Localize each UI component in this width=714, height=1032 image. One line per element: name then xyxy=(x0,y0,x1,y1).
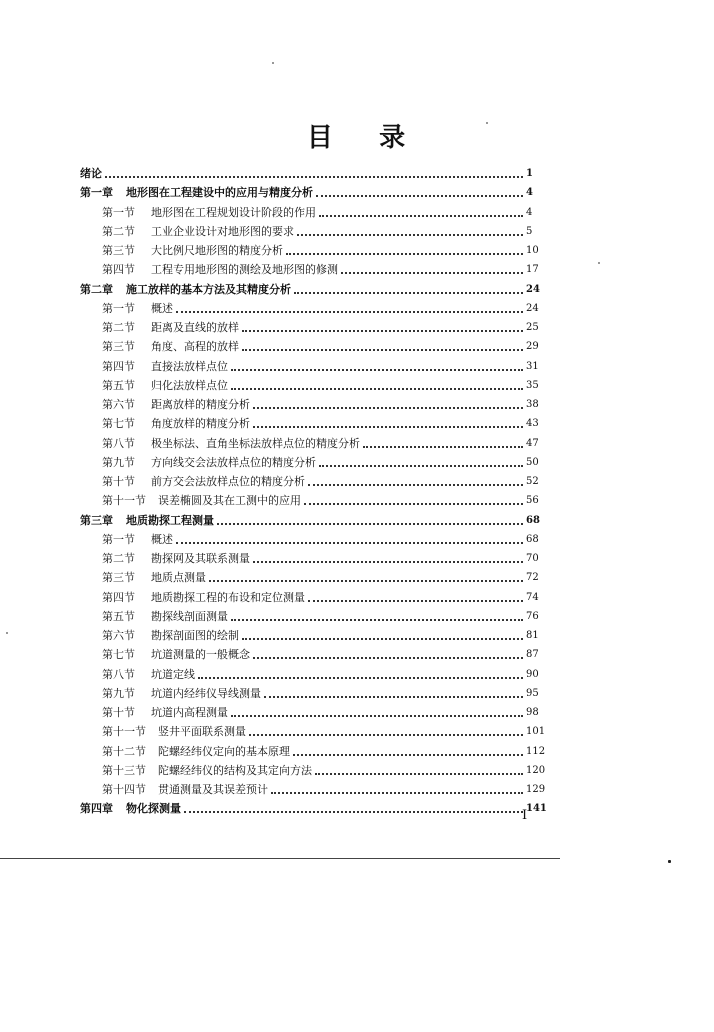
entry-page: 74 xyxy=(526,591,539,603)
entry-number: 第十三节 xyxy=(102,763,146,777)
entry-page: 56 xyxy=(526,495,539,507)
entry-title: 前方交会法放样点位的精度分析 xyxy=(151,475,305,488)
dot-leader xyxy=(294,291,523,294)
entry-page: 68 xyxy=(526,533,539,545)
entry-page: 112 xyxy=(526,745,546,757)
dot-leader xyxy=(231,368,523,371)
entry-number: 第一节 xyxy=(102,301,135,315)
dot-leader xyxy=(231,387,523,390)
entry-page: 87 xyxy=(526,649,539,661)
toc-section-entry xyxy=(0,395,714,414)
toc-section-entry xyxy=(0,761,714,780)
dot-leader xyxy=(264,695,523,698)
entry-number: 第二节 xyxy=(102,321,135,334)
toc-section-entry xyxy=(0,222,714,241)
toc-section-entry xyxy=(0,684,714,703)
dot-leader xyxy=(242,637,523,640)
entry-number: 第二节 xyxy=(102,224,135,238)
entry-page: 43 xyxy=(526,418,539,430)
toc-section-entry xyxy=(0,414,714,433)
entry-title: 直接法放样点位 xyxy=(151,359,228,373)
dot-leader xyxy=(315,772,523,775)
entry-title: 归化法放样点位 xyxy=(151,378,228,392)
entry-number: 第八节 xyxy=(102,667,135,681)
dot-leader xyxy=(217,522,523,525)
scan-speck xyxy=(598,262,600,264)
entry-page: 68 xyxy=(526,514,540,526)
dot-leader xyxy=(308,483,523,486)
toc-section-entry xyxy=(0,742,714,761)
entry-number: 第十一节 xyxy=(102,494,146,508)
toc-section-entry xyxy=(0,626,714,645)
toc-section-entry xyxy=(0,568,714,587)
dot-leader xyxy=(253,656,523,659)
entry-page: 25 xyxy=(526,322,539,333)
entry-title: 坑道定线 xyxy=(151,667,195,681)
entry-page: 101 xyxy=(526,726,546,738)
entry-title: 坑道内经纬仪导线测量 xyxy=(151,686,261,700)
entry-title: 工业企业设计对地形图的要求 xyxy=(151,224,294,238)
entry-number: 第四节 xyxy=(102,359,135,373)
bottom-rule xyxy=(0,858,560,859)
entry-title: 地形图在工程规划设计阶段的作用 xyxy=(151,205,316,219)
entry-number: 第二节 xyxy=(102,552,135,565)
toc-section-entry xyxy=(0,530,714,549)
entry-title: 陀螺经纬仪的结构及其定向方法 xyxy=(158,763,312,777)
entry-page: 38 xyxy=(526,399,539,410)
entry-number: 第五节 xyxy=(102,609,135,623)
dot-leader xyxy=(176,541,523,544)
entry-page: 141 xyxy=(526,803,547,815)
scan-speck xyxy=(6,632,8,634)
entry-number: 第二章 xyxy=(80,282,113,296)
entry-title: 误差椭圆及其在工测中的应用 xyxy=(158,494,301,508)
dot-leader xyxy=(319,214,523,217)
dot-leader xyxy=(176,310,523,313)
scan-speck xyxy=(668,860,671,863)
entry-page: 31 xyxy=(526,360,539,372)
entry-page: 17 xyxy=(526,264,539,276)
toc-section-entry xyxy=(0,241,714,260)
entry-title: 绪论 xyxy=(80,167,102,180)
toc-section-entry xyxy=(0,203,714,222)
toc-section-entry xyxy=(0,549,714,568)
dot-leader xyxy=(105,175,523,178)
entry-number: 第一节 xyxy=(102,205,135,219)
entry-page: 120 xyxy=(526,764,546,776)
entry-number: 第六节 xyxy=(102,398,135,411)
page-title: 目 录 xyxy=(306,123,408,153)
toc-chapter-entry xyxy=(0,799,714,818)
entry-title: 极坐标法、直角坐标法放样点位的精度分析 xyxy=(151,436,360,450)
dot-leader xyxy=(286,252,523,255)
entry-page: 129 xyxy=(526,784,546,795)
toc-section-entry xyxy=(0,645,714,664)
entry-number: 第九节 xyxy=(102,686,135,700)
entry-number: 第四章 xyxy=(80,802,113,816)
entry-number: 第四节 xyxy=(102,590,135,604)
entry-title: 角度、高程的放样 xyxy=(151,340,239,354)
dot-leader xyxy=(231,618,523,621)
toc-chapter-entry xyxy=(0,511,714,530)
entry-page: 81 xyxy=(526,630,539,641)
toc-section-entry xyxy=(0,357,714,376)
entry-number: 第八节 xyxy=(102,436,135,450)
entry-page: 47 xyxy=(526,437,539,449)
entry-number: 第一节 xyxy=(102,532,135,546)
toc-section-entry xyxy=(0,491,714,510)
entry-page: 90 xyxy=(526,668,539,680)
entry-number: 第十四节 xyxy=(102,783,146,796)
entry-title: 勘探剖面图的绘制 xyxy=(151,629,239,642)
entry-number: 第十一节 xyxy=(102,725,146,739)
entry-page: 76 xyxy=(526,610,539,622)
entry-title: 距离及直线的放样 xyxy=(151,321,239,334)
entry-title: 坑道内高程测量 xyxy=(151,706,228,719)
dot-leader xyxy=(293,753,523,756)
dot-leader xyxy=(249,733,523,736)
entry-page: 4 xyxy=(526,206,533,218)
dot-leader xyxy=(198,676,523,679)
entry-number: 第四节 xyxy=(102,263,135,277)
entry-number: 第六节 xyxy=(102,629,135,642)
entry-title: 勘探网及其联系测量 xyxy=(151,552,250,565)
toc-section-entry xyxy=(0,260,714,279)
entry-number: 第三节 xyxy=(102,244,135,257)
toc-section-entry xyxy=(0,780,714,799)
toc-section-entry xyxy=(0,434,714,453)
entry-title: 地质勘探工程的布设和定位测量 xyxy=(151,590,305,604)
entry-number: 第九节 xyxy=(102,455,135,469)
dot-leader xyxy=(253,560,523,563)
entry-page: 10 xyxy=(526,245,539,256)
entry-title: 大比例尺地形图的精度分析 xyxy=(151,244,283,257)
entry-number: 第三节 xyxy=(102,340,135,354)
toc-section-entry xyxy=(0,607,714,626)
entry-title: 距离放样的精度分析 xyxy=(151,398,250,411)
entry-page: 5 xyxy=(526,225,533,237)
dot-leader xyxy=(297,233,523,236)
entry-title: 地质勘探工程测量 xyxy=(126,513,214,527)
entry-title: 方向线交会法放样点位的精度分析 xyxy=(151,455,316,469)
entry-number: 第五节 xyxy=(102,378,135,392)
toc-chapter-entry xyxy=(0,183,714,202)
entry-page: 24 xyxy=(526,283,540,295)
toc-section-entry xyxy=(0,665,714,684)
entry-number: 第三节 xyxy=(102,571,135,585)
dot-leader xyxy=(231,714,523,717)
entry-page: 50 xyxy=(526,456,539,468)
entry-title: 贯通测量及其误差预计 xyxy=(158,783,268,796)
dot-leader xyxy=(316,194,523,197)
entry-page: 72 xyxy=(526,572,539,584)
toc-section-entry xyxy=(0,318,714,337)
entry-page: 1 xyxy=(526,168,533,179)
entry-title: 地质点测量 xyxy=(151,571,206,585)
entry-page: 95 xyxy=(526,687,539,699)
entry-title: 概述 xyxy=(151,532,173,546)
entry-title: 竖井平面联系测量 xyxy=(158,725,246,739)
entry-number: 第七节 xyxy=(102,648,135,662)
entry-number: 第三章 xyxy=(80,513,113,527)
entry-title: 工程专用地形图的测绘及地形图的修测 xyxy=(151,263,338,277)
entry-title: 勘探线剖面测量 xyxy=(151,609,228,623)
toc-chapter-entry xyxy=(0,164,714,183)
toc-section-entry xyxy=(0,588,714,607)
entry-page: 52 xyxy=(526,476,539,487)
dot-leader xyxy=(253,406,523,409)
dot-leader xyxy=(184,810,523,813)
entry-title: 角度放样的精度分析 xyxy=(151,417,250,431)
dot-leader xyxy=(271,791,523,794)
entry-number: 第七节 xyxy=(102,417,135,431)
entry-page: 98 xyxy=(526,707,539,718)
dot-leader xyxy=(308,599,523,602)
toc-chapter-entry xyxy=(0,280,714,299)
toc-section-entry xyxy=(0,453,714,472)
entry-title: 物化探测量 xyxy=(126,802,181,816)
dot-leader xyxy=(319,464,523,467)
dot-leader xyxy=(242,329,523,332)
entry-page: 4 xyxy=(526,187,533,199)
toc-section-entry xyxy=(0,472,714,491)
dot-leader xyxy=(341,271,523,274)
dot-leader xyxy=(253,425,523,428)
toc-section-entry xyxy=(0,722,714,741)
entry-title: 坑道测量的一般概念 xyxy=(151,648,250,662)
dot-leader xyxy=(242,348,523,351)
entry-title: 陀螺经纬仪定向的基本原理 xyxy=(158,744,290,758)
entry-page: 35 xyxy=(526,379,539,391)
entry-number: 第十节 xyxy=(102,706,135,719)
entry-page: 29 xyxy=(526,341,539,353)
entry-page: 70 xyxy=(526,553,539,564)
dot-leader xyxy=(304,502,523,505)
page-number: I xyxy=(522,808,528,823)
entry-page: 24 xyxy=(526,302,539,314)
entry-number: 第十二节 xyxy=(102,744,146,758)
entry-title: 地形图在工程建设中的应用与精度分析 xyxy=(126,186,313,200)
toc-section-entry xyxy=(0,337,714,356)
entry-number: 第一章 xyxy=(80,186,113,200)
scan-speck xyxy=(272,62,274,64)
table-of-contents xyxy=(0,164,714,819)
toc-section-entry xyxy=(0,376,714,395)
dot-leader xyxy=(209,579,523,582)
toc-section-entry xyxy=(0,299,714,318)
toc-section-entry xyxy=(0,703,714,722)
entry-number: 第十节 xyxy=(102,475,135,488)
entry-title: 概述 xyxy=(151,301,173,315)
entry-title: 施工放样的基本方法及其精度分析 xyxy=(126,282,291,296)
scan-speck xyxy=(486,122,488,124)
dot-leader xyxy=(363,445,523,448)
